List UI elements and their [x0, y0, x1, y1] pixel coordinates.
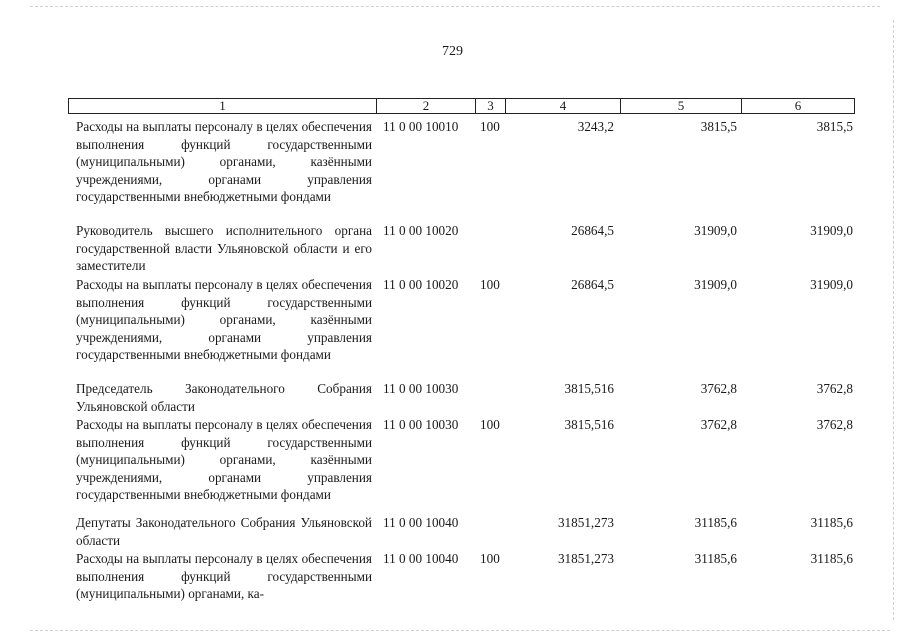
- scan-border-top: [30, 6, 880, 7]
- table-row: [0, 550, 905, 604]
- row-value-4: 3243,2: [577, 119, 614, 134]
- row-value-4: 3815,516: [564, 417, 614, 432]
- row-code: 11 0 00 10020: [383, 277, 459, 292]
- header-col-5: 5: [620, 98, 741, 114]
- row-name: Расходы на выплаты персоналу в целях обеспечения выполнения функций государственными (муниципальными) органами, казёнными учреждениями, органами управления государственными внебюджетными фондами: [76, 277, 372, 363]
- row-value-5: 31185,6: [694, 551, 737, 566]
- table-row: [0, 514, 905, 550]
- row-name: Председатель Законодательного Собрания Ульяновской области: [76, 381, 372, 414]
- table-row: [0, 276, 905, 380]
- page-number: 729: [442, 44, 463, 59]
- row-value-6: 3762,8: [816, 417, 853, 432]
- header-col-1: 1: [68, 98, 376, 114]
- row-value-6: 31909,0: [810, 223, 853, 238]
- row-value-5: 31185,6: [694, 515, 737, 530]
- row-vr: 100: [480, 277, 500, 292]
- row-value-6: 3815,5: [816, 119, 853, 134]
- row-code: 11 0 00 10030: [383, 381, 459, 396]
- row-code: 11 0 00 10020: [383, 223, 459, 238]
- row-value-5: 3815,5: [700, 119, 737, 134]
- row-value-4: 26864,5: [571, 277, 614, 292]
- row-value-5: 3762,8: [700, 417, 737, 432]
- row-value-6: 31185,6: [810, 515, 853, 530]
- table-row: [0, 416, 905, 514]
- row-value-5: 31909,0: [694, 277, 737, 292]
- row-name: Руководитель высшего исполнительного органа государственной власти Ульяновской области и его заместители: [76, 223, 372, 274]
- row-value-4: 26864,5: [571, 223, 614, 238]
- table-body: [0, 118, 905, 604]
- row-value-6: 31185,6: [810, 551, 853, 566]
- row-value-4: 3815,516: [564, 381, 614, 396]
- header-col-3: 3: [475, 98, 505, 114]
- row-code: 11 0 00 10040: [383, 551, 459, 566]
- row-name: Депутаты Законодательного Собрания Ульяновской области: [76, 515, 372, 548]
- row-vr: 100: [480, 119, 500, 134]
- header-col-2: 2: [376, 98, 475, 114]
- table-row: [0, 118, 905, 222]
- row-name: Расходы на выплаты персоналу в целях обеспечения выполнения функций государственными (муниципальными) органами, казёнными учреждениями, органами управления государственными внебюджетными фондами: [76, 417, 372, 503]
- row-value-4: 31851,273: [557, 515, 614, 530]
- row-vr: 100: [480, 551, 500, 566]
- row-name: Расходы на выплаты персоналу в целях обеспечения выполнения функций государственными (муниципальными) органами, казёнными учреждениями, органами управления государственными внебюджетными фондами: [76, 119, 372, 205]
- table-row: [0, 222, 905, 276]
- row-code: 11 0 00 10030: [383, 417, 459, 432]
- row-value-5: 3762,8: [700, 381, 737, 396]
- row-name: Расходы на выплаты персоналу в целях обеспечения выполнения функций государственными (муниципальными) органами, ка-: [76, 551, 372, 602]
- row-value-4: 31851,273: [557, 551, 614, 566]
- table-row: [0, 380, 905, 416]
- row-code: 11 0 00 10040: [383, 515, 459, 530]
- row-vr: 100: [480, 417, 500, 432]
- header-col-4: 4: [505, 98, 620, 114]
- row-code: 11 0 00 10010: [383, 119, 459, 134]
- table-header: [68, 98, 855, 114]
- row-value-5: 31909,0: [694, 223, 737, 238]
- row-value-6: 31909,0: [810, 277, 853, 292]
- header-col-6: 6: [741, 98, 855, 114]
- scan-border-bottom: [30, 630, 890, 631]
- row-value-6: 3762,8: [816, 381, 853, 396]
